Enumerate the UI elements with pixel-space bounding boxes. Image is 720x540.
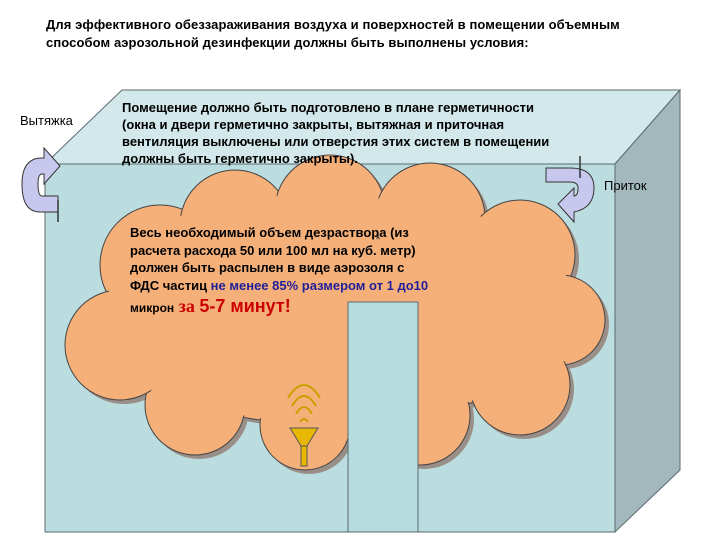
- particle-prefix: ФДС частиц: [130, 277, 208, 293]
- title-line-1: Для эффективного обеззараживания воздуха и поверхностей в помещении объемным: [46, 17, 620, 32]
- time-emphasis: 5-7 минут!: [199, 296, 291, 316]
- intake-label: Приток: [604, 178, 647, 193]
- particle-size-highlight: не менее 85% размером от 1 до10: [207, 277, 429, 293]
- cloud-note-line: расчета расхода 50 или 100 мл на куб. метр): [130, 242, 416, 258]
- room-side-face: [615, 90, 680, 532]
- cloud-note-line-4: [130, 277, 470, 295]
- title-line-2: способом аэрозольной дезинфекции должны быть выполнены условия:: [46, 35, 529, 50]
- page-title: [46, 16, 706, 52]
- exhaust-label: Вытяжка: [20, 113, 73, 128]
- door: [348, 302, 418, 532]
- micron-text: микрон: [130, 301, 175, 315]
- cloud-note-line: должен быть распылен в виде аэрозоля с: [130, 260, 405, 275]
- time-emphasis-prefix: за: [174, 296, 200, 316]
- room-sealing-note: [122, 99, 592, 167]
- cloud-note: [130, 224, 470, 318]
- cloud-note-line-5: [130, 298, 470, 318]
- room-note-line: вентиляция выключены или отверстия этих систем в помещении: [122, 134, 550, 149]
- room-note-line: (окна и двери герметично закрыты, вытяжная и приточная: [122, 117, 505, 132]
- cloud-note-line: Весь необходимый объем дезраствора (из: [130, 225, 409, 240]
- room-note-line: должны быть герметично закрыты).: [122, 151, 358, 166]
- room-note-line: Помещение должно быть подготовлено в плане герметичности: [122, 100, 534, 115]
